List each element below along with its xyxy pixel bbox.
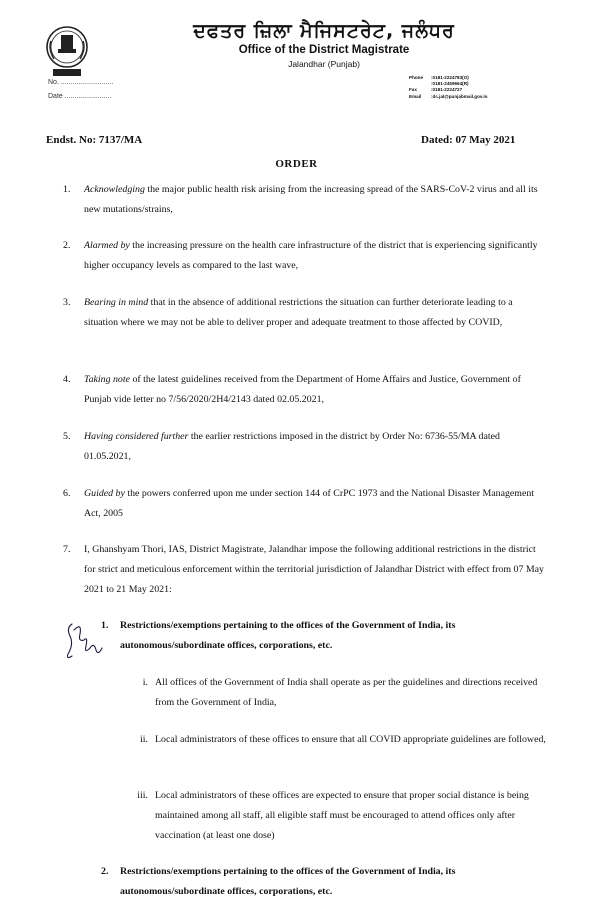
section-number: 1. [101,620,109,631]
reference-date: Date ........................ [48,93,112,100]
item-number: 4. [63,374,71,385]
reference-lines [48,76,113,104]
phone-value-2: :0181-2459664(R) [431,81,469,87]
signature-icon [64,618,109,662]
item-number: 5. [63,431,71,442]
item-lead: Acknowledging [84,184,145,195]
reference-no: No. ........................... [48,79,114,86]
order-item [84,293,546,333]
order-item [84,484,546,524]
endorsement-number: Endst. No: 7137/MA [46,134,143,146]
item-text: the earlier restrictions imposed in the district by Order No: 6736-55/MA dated 01.05.2021, [84,431,500,462]
item-lead: Guided by [84,488,125,499]
item-text: I, Ghanshyam Thori, IAS, District Magistrate, Jalandhar impose the following additional restrictions in the district for strict and meticulous enforcement within the territorial jurisdiction of Jalandhar District with effect from 07 May 2021 to 21 May 2021: [84,544,544,595]
item-text: of the latest guidelines received from the Department of Home Affairs and Justice, Government of Punjab vide letter no 7/56/2020/2H4/2143 dated 02.05.2021, [84,374,521,405]
subitem-text: Local administrators of these offices to ensure that all COVID appropriate guidelines are followed, [155,734,546,745]
item-text: the major public health risk arising from the increasing spread of the SARS-CoV-2 virus and all its new mutations/strains, [84,184,538,215]
item-number: 1. [63,184,71,195]
fax-value: :0181-2224727 [431,87,463,93]
subitem-text: All offices of the Government of India shall operate as per the guidelines and directions received from the Government of India, [155,677,538,708]
order-item [84,370,546,410]
phone-value: :0181-2224783(O) [431,75,469,80]
item-text: the increasing pressure on the health care infrastructure of the district that is experiencing significantly higher occupancy levels as compared to the last wave, [84,240,538,271]
subitem-number: ii. [140,734,148,745]
order-item [84,180,546,220]
item-number: 3. [63,297,71,308]
subitem-number: i. [142,677,148,688]
item-number: 2. [63,240,71,251]
order-item [84,427,546,467]
item-lead: Taking note [84,374,130,385]
item-number: 6. [63,488,71,499]
order-date: Dated: 07 May 2021 [421,134,516,146]
item-text: the powers conferred upon me under section 144 of CrPC 1973 and the National Disaster Management Act, 2005 [84,488,535,519]
order-item [84,236,546,276]
office-location: Jalandhar (Punjab) [288,59,360,69]
phone-label: Phone [409,75,424,80]
office-title-punjabi: ਦਫਤਰ ਜ਼ਿਲਾ ਮੈਜਿਸਟਰੇਟ, ਜਲੰਧਰ [193,20,455,42]
email-value: :dc.jal@punjabmail.gov.in [431,93,488,99]
section-number: 2. [101,866,109,877]
section-heading: Restrictions/exemptions pertaining to the offices of the Government of India, its autonomous/subordinate offices, corporations, etc. [120,866,456,897]
order-item [84,540,546,600]
item-number: 7. [63,544,71,555]
item-lead: Alarmed by [84,240,130,251]
item-text: that in the absence of additional restrictions the situation can further deteriorate leading to a situation where we may not be able to deliver proper and adequate treatment to those affected by COVID, [84,297,513,328]
section-heading: Restrictions/exemptions pertaining to the offices of the Government of India, its autonomous/subordinate offices, corporations, etc. [120,620,456,651]
subitem-text: Local administrators of these offices are expected to ensure that proper social distance is being maintained among all staff, all eligible staff must be encouraged to attend offices only after vaccination (at least one dose) [155,790,529,841]
email-label: Email [409,93,422,99]
order-heading: ORDER [275,158,318,170]
office-title-english: Office of the District Magistrate [238,44,410,56]
item-lead: Having considered further [84,431,189,442]
contact-block [409,75,487,100]
fax-label: Fax [409,87,417,93]
subitem-number: iii. [137,790,148,801]
item-lead: Bearing in mind [84,297,149,308]
